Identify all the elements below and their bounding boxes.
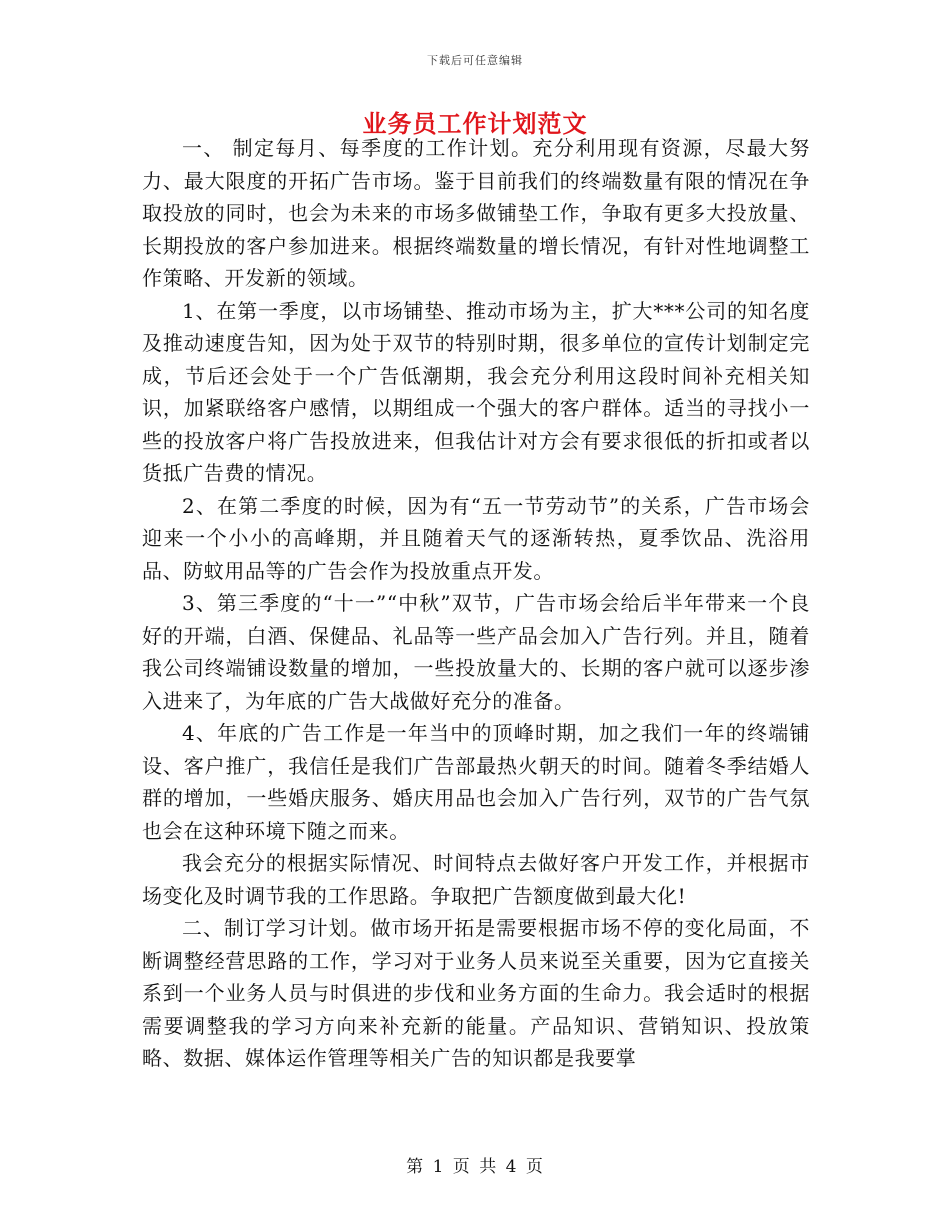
paragraph-q1: 1、在第一季度，以市场铺垫、推动市场为主，扩大***公司的知名度及推动速度告知，因为处于双节的特别时期，很多单位的宣传计划制定完成，节后还会处于一个广告低潮期，我会充分利用这段时间补充相关知识，加紧联络客户感情，以期组成一个强大的客户群体。适当的寻找小一些的投放客户将广告投放进来，但我估计对方会有要求很低的折扣或者以货抵广告费的情况。 (142, 298, 810, 485)
paragraph-q3: 3、第三季度的“十一”“中秋”双节，广告市场会给后半年带来一个良好的开端，白酒、保健品、礼品等一些产品会加入广告行列。并且，随着我公司终端铺设数量的增加，一些投放量大的、长期的客户就可以逐步渗入进来了，为年底的广告大战做好充分的准备。 (142, 591, 810, 713)
paragraph-summary: 我会充分的根据实际情况、时间特点去做好客户开发工作，并根据市场变化及时调节我的工作思路。争取把广告额度做到最大化! (142, 851, 810, 908)
paragraph-section-1: 一、 制定每月、每季度的工作计划。充分利用现有资源，尽最大努力、最大限度的开拓广告市场。鉴于目前我们的终端数量有限的情况在争取投放的同时，也会为未来的市场多做铺垫工作，争取有更多大投放量、长期投放的客户参加进来。根据终端数量的增长情况，有针对性地调整工作策略、开发新的领域。 (142, 136, 810, 290)
paragraph-section-2: 二、制订学习计划。做市场开拓是需要根据市场不停的变化局面，不断调整经营思路的工作，学习对于业务人员来说至关重要，因为它直接关系到一个业务人员与时俱进的步伐和业务方面的生命力。我会适时的根据需要调整我的学习方向来补充新的能量。产品知识、营销知识、投放策略、数据、媒体运作管理等相关广告的知识都是我要掌 (142, 916, 810, 1070)
paragraph-q4: 4、年底的广告工作是一年当中的顶峰时期，加之我们一年的终端铺设、客户推广，我信任是我们广告部最热火朝天的时间。随着冬季结婚人群的增加，一些婚庆服务、婚庆用品也会加入广告行列，双节的广告气氛也会在这种环境下随之而来。 (142, 721, 810, 843)
page-header-note: 下载后可任意编辑 (427, 54, 523, 67)
paragraph-q2: 2、在第二季度的时候，因为有“五一节劳动节”的关系，广告市场会迎来一个小小的高峰期，并且随着天气的逐渐转热，夏季饮品、洗浴用品、防蚊用品等的广告会作为投放重点开发。 (142, 493, 810, 583)
page-number: 第 1 页 共 4 页 (406, 1157, 544, 1177)
document-body (142, 132, 810, 1075)
document-title: 业务员工作计划范文 (362, 109, 588, 138)
